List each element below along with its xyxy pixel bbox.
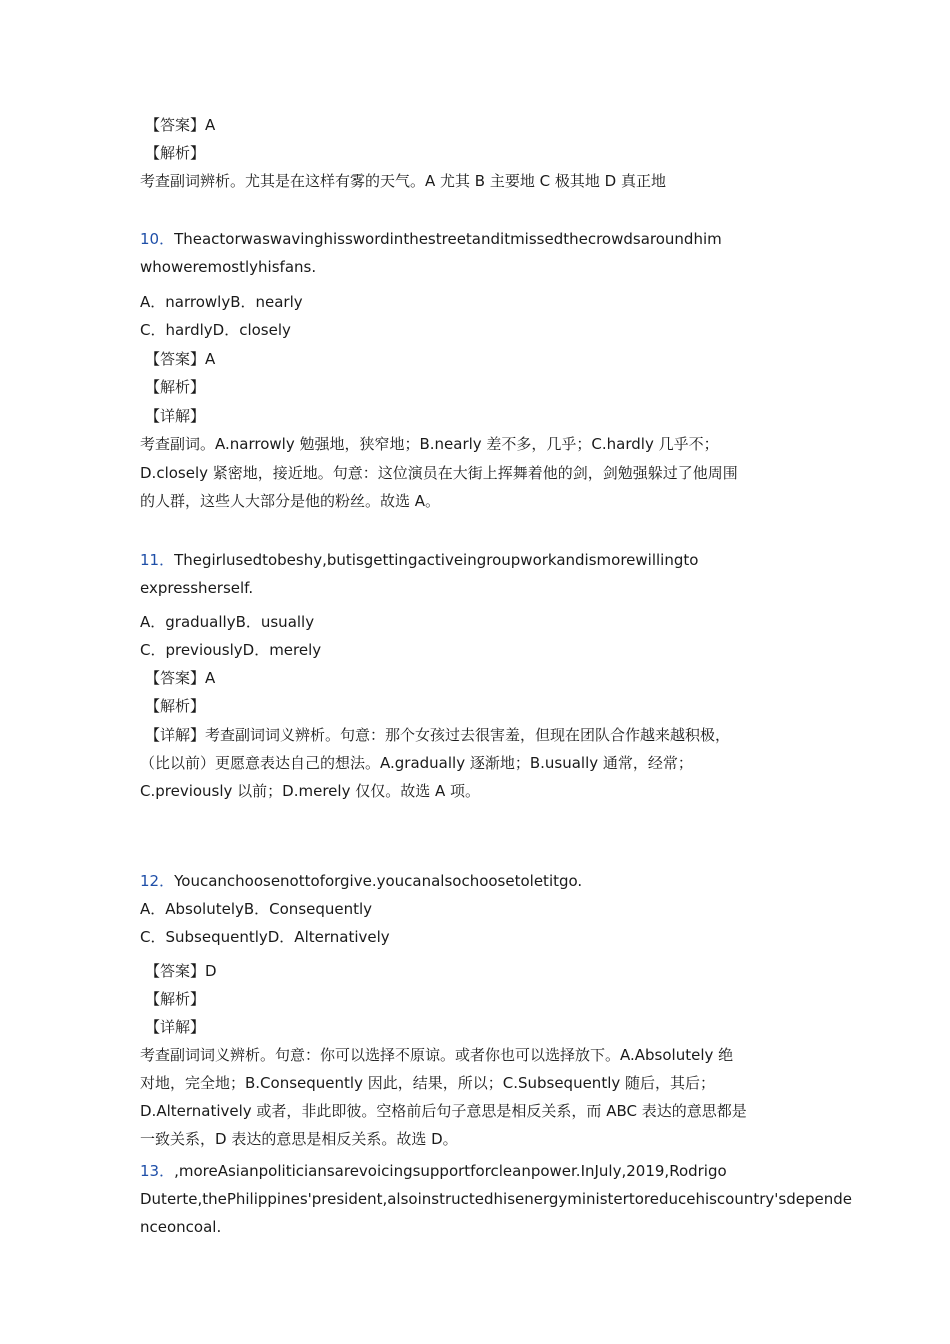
q11-answer: 【答案】A: [145, 669, 216, 687]
q12-answer: 【答案】D: [145, 962, 217, 980]
q12-detail-line1: 考查副词词义辨析。句意：你可以选择不原谅。或者你也可以选择放下。A.Absolutely 绝: [140, 1046, 734, 1064]
q10-options-line1: A．narrowlyB．nearly: [140, 293, 303, 311]
q13-stem-text: ,moreAsianpoliticiansarevoicingsupportforcleanpower.InJuly,2019,Rodrigo: [174, 1162, 727, 1180]
q12-analysis-label: 【解析】: [145, 990, 206, 1008]
q12-detail-line3: D.Alternatively 或者，非此即彼。空格前后句子意思是相反关系，而 ABC 表达的意思都是: [140, 1102, 747, 1120]
q11-stem-line2: expressherself.: [140, 579, 254, 597]
q10-detail-line2: D.closely 紧密地，接近地。句意：这位演员在大街上挥舞着他的剑，剑勉强躲过了他周围: [140, 464, 738, 482]
q13-stem-line3: nceoncoal.: [140, 1218, 222, 1236]
q13-stem-line2: Duterte,thePhilippines'president,alsoinstructedhisenergyministertoreducehiscountry'sdepende: [140, 1190, 852, 1208]
q12-detail-label: 【详解】: [145, 1018, 206, 1036]
q10-analysis-label: 【解析】: [145, 378, 206, 396]
q9-analysis-text: 考查副词辨析。尤其是在这样有雾的天气。A 尤其 B 主要地 C 极其地 D 真正地: [140, 172, 666, 190]
q12-number: 12．: [140, 872, 175, 890]
q11-stem-line1: [140, 550, 698, 570]
q11-stem-text: Thegirlusedtobeshy,butisgettingactiveingroupworkandismorewillingto: [174, 551, 699, 569]
q11-analysis-label: 【解析】: [145, 697, 206, 715]
q11-detail-line1: 【详解】考查副词词义辨析。句意：那个女孩过去很害羞，但现在团队合作越来越积极，: [145, 726, 731, 744]
q10-stem-line2: whoweremostlyhisfans.: [140, 258, 317, 276]
q10-answer: 【答案】A: [145, 350, 216, 368]
q12-stem-line1: [140, 871, 582, 891]
q12-options-line1: A．AbsolutelyB．Consequently: [140, 900, 373, 918]
q10-detail-label: 【详解】: [145, 407, 206, 425]
q10-detail-line3: 的人群，这些人大部分是他的粉丝。故选 A。: [140, 492, 441, 510]
q11-options-line1: A．graduallyB．usually: [140, 613, 315, 631]
q11-detail-line2: （比以前）更愿意表达自己的想法。A.gradually 逐渐地；B.usually 通常，经常；: [140, 754, 693, 772]
q11-detail-line3: C.previously 以前；D.merely 仅仅。故选 A 项。: [140, 782, 481, 800]
q13-number: 13．: [140, 1162, 175, 1180]
q11-options-line2: C．previouslyD．merely: [140, 641, 322, 659]
q10-detail-line1: 考查副词。A.narrowly 勉强地，狭窄地；B.nearly 差不多，几乎；C.hardly 几乎不；: [140, 435, 719, 453]
q12-detail-line4: 一致关系，D 表达的意思是相反关系。故选 D。: [140, 1130, 458, 1148]
q10-stem-line1: [140, 229, 722, 249]
q12-stem-text: Youcanchoosenottoforgive.youcanalsochoosetoletitgo.: [174, 872, 583, 890]
q12-options-line2: C．SubsequentlyD．Alternatively: [140, 928, 390, 946]
q10-options-line2: C．hardlyD．closely: [140, 321, 291, 339]
q10-number: 10．: [140, 230, 175, 248]
q13-stem-line1: [140, 1161, 727, 1181]
q11-number: 11．: [140, 551, 175, 569]
q10-stem-text: Theactorwaswavinghisswordinthestreetanditmissedthecrowdsaroundhim: [174, 230, 722, 248]
q12-detail-line2: 对地，完全地；B.Consequently 因此，结果，所以；C.Subsequently 随后，其后；: [140, 1074, 716, 1092]
q9-analysis-label: 【解析】: [145, 144, 206, 162]
q9-answer: 【答案】A: [145, 116, 216, 134]
